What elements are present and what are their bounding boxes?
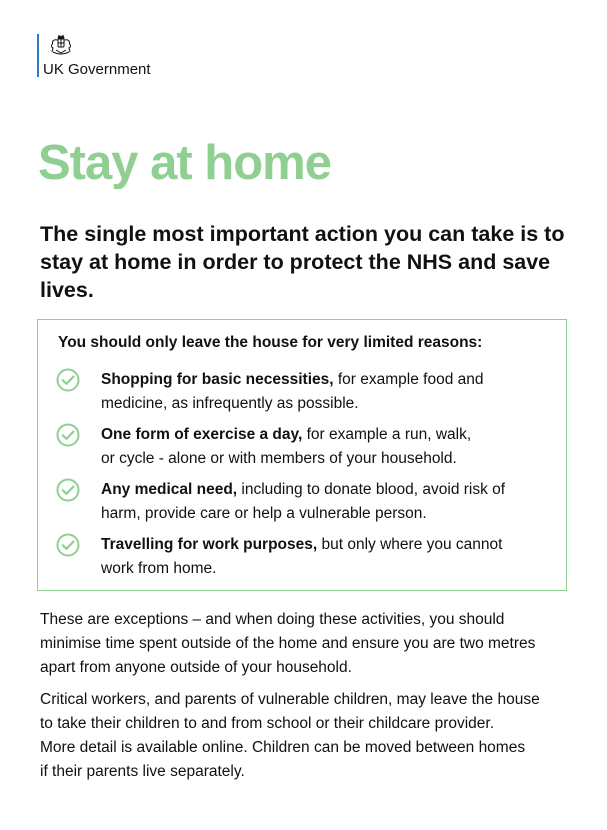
paragraph-line: minimise time spent outside of the home and ensure you are two metres xyxy=(40,635,536,652)
page-title: Stay at home xyxy=(38,136,331,190)
list-item-line2: harm, provide care or help a vulnerable person. xyxy=(101,505,427,522)
logo-content xyxy=(43,34,151,78)
exceptions-paragraph xyxy=(40,608,570,680)
list-item-rest: for example a run, walk, xyxy=(302,426,472,443)
check-circle-icon xyxy=(56,478,80,502)
list-item-bold: Shopping for basic necessities, xyxy=(101,371,334,388)
list-item-rest: including to donate blood, avoid risk of xyxy=(237,481,506,498)
royal-coat-of-arms-icon xyxy=(48,34,74,58)
list-item-bold: Any medical need, xyxy=(101,481,238,498)
box-heading: You should only leave the house for very limited reasons: xyxy=(58,334,483,351)
check-circle-icon xyxy=(56,423,80,447)
check-circle-icon xyxy=(56,533,80,557)
list-item-text xyxy=(101,423,546,471)
paragraph-line: More detail is available online. Children can be moved between homes xyxy=(40,739,526,756)
paragraph-line: These are exceptions – and when doing these activities, you should xyxy=(40,611,505,628)
paragraph-line: apart from anyone outside of your household. xyxy=(40,659,352,676)
uk-government-logo xyxy=(37,34,151,78)
list-item-text xyxy=(101,478,546,526)
list-item-bold: Travelling for work purposes, xyxy=(101,536,318,553)
paragraph-line: if their parents live separately. xyxy=(40,763,245,780)
logo-bar xyxy=(37,34,39,77)
limited-reasons-box xyxy=(37,319,567,591)
check-circle-icon xyxy=(56,368,80,392)
paragraph-line: to take their children to and from school or their childcare provider. xyxy=(40,715,495,732)
paragraph-line: Critical workers, and parents of vulnerable children, may leave the house xyxy=(40,691,540,708)
list-item-text xyxy=(101,368,546,416)
list-item-rest: but only where you cannot xyxy=(317,536,503,553)
list-item-line2: medicine, as infrequently as possible. xyxy=(101,395,359,412)
subheading: The single most important action you can take is to stay at home in order to protect the NHS and save lives. xyxy=(40,222,565,302)
list-item-line2: or cycle - alone or with members of your household. xyxy=(101,450,457,467)
list-item-rest: for example food and xyxy=(333,371,484,388)
logo-text: UK Government xyxy=(43,61,151,78)
list-item-text xyxy=(101,533,546,581)
list-item-bold: One form of exercise a day, xyxy=(101,426,303,443)
critical-workers-paragraph xyxy=(40,688,570,784)
list-item-line2: work from home. xyxy=(101,560,217,577)
